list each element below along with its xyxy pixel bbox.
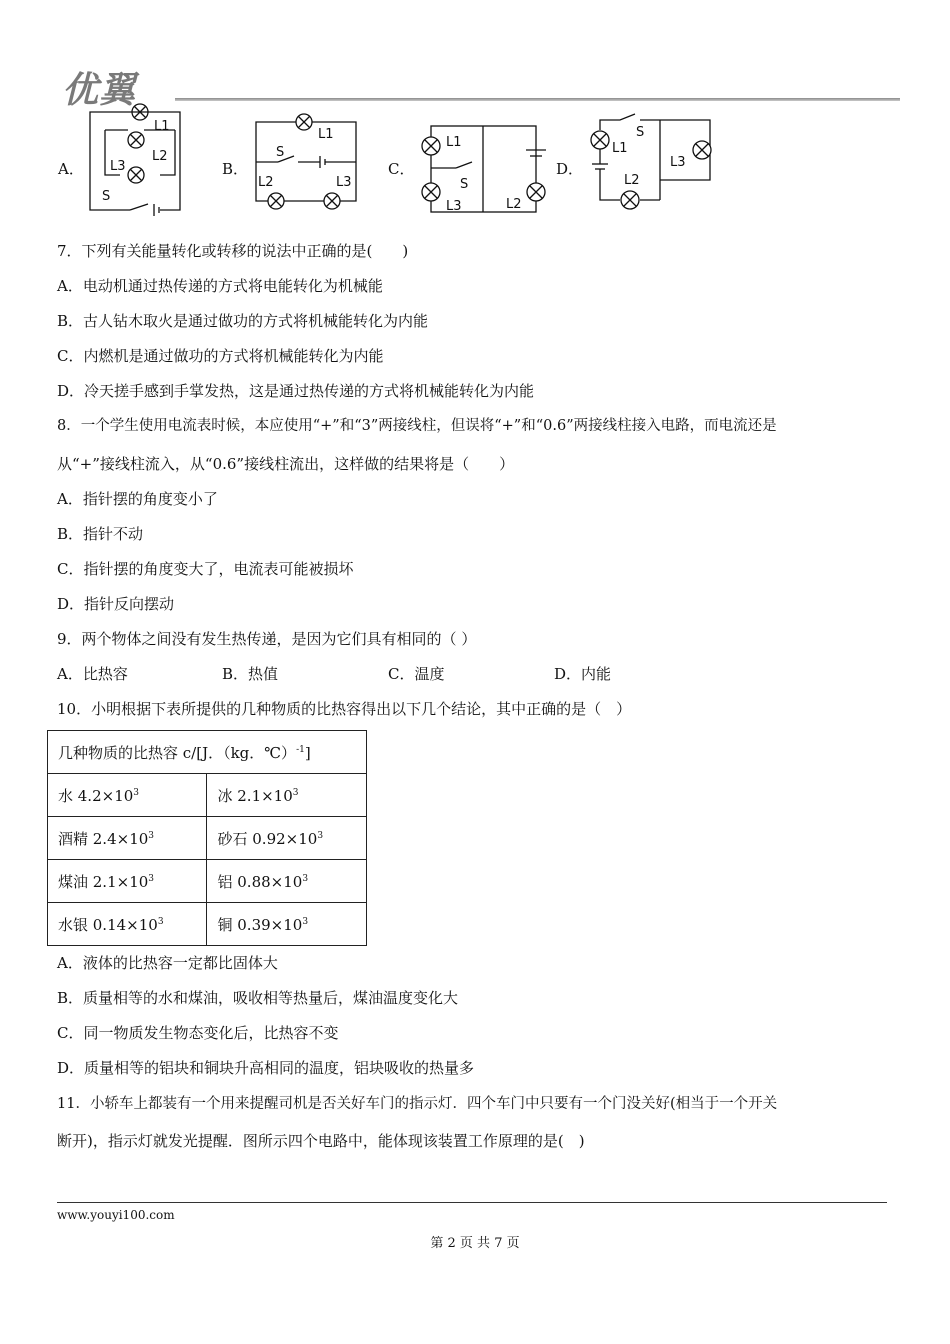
table-cell: 铝 $0.88\times 10^3$ [207, 860, 367, 903]
q9-stem: 9．两个物体之间没有发生热传递，是因为它们具有相同的（ ） [57, 630, 477, 648]
q9-option-c: C．温度 [388, 665, 445, 683]
table-cell: 冰 $2.1\times 10^3$ [207, 774, 367, 817]
circuit-option-b-label: B． [222, 160, 249, 178]
table-caption: 几种物质的比热容 c/[J．（kg．℃）$^{-1}$] [48, 731, 367, 774]
table-row [48, 774, 367, 817]
q11-stem-line1: 11．小轿车上都装有一个用来提醒司机是否关好车门的指示灯．四个车门中只要有一个门没关好(相当于一个开关 [57, 1096, 778, 1112]
a-lamp-l2: L2 [152, 149, 168, 164]
q7-stem: 7．下列有关能量转化或转移的说法中正确的是( ) [57, 242, 409, 260]
table-cell: 酒精 $2.4\times 10^3$ [48, 817, 207, 860]
table-row [48, 860, 367, 903]
circuit-option-d-label: D． [556, 160, 584, 178]
brand-logo: 优翼 [62, 70, 137, 111]
table-cell: 水银 $0.14\times 10^3$ [48, 903, 207, 946]
q10-option-a: A．液体的比热容一定都比固体大 [57, 954, 278, 972]
circuit-option-a-label: A． [58, 160, 84, 178]
d-lamp-l2: L2 [624, 173, 640, 188]
q10-option-d: D．质量相等的铝块和铜块升高相同的温度，铝块吸收的热量多 [57, 1059, 475, 1077]
d-lamp-l3: L3 [670, 155, 686, 170]
q8-option-a: A．指针摆的角度变小了 [57, 490, 218, 508]
a-switch-s: S [102, 189, 111, 204]
b-switch-s: S [276, 145, 285, 160]
b-lamp-l3: L3 [336, 175, 352, 190]
c-switch-s: S [460, 177, 469, 192]
b-lamp-l1: L1 [318, 127, 334, 142]
circuit-diagram-c [416, 118, 556, 218]
circuit-diagram-b [248, 106, 368, 216]
d-switch-s: S [636, 125, 645, 140]
q10-option-c: C．同一物质发生物态变化后，比热容不变 [57, 1024, 339, 1042]
q8-stem-line2: 从“+”接线柱流入，从“0.6”接线柱流出，这样做的结果将是（ ） [57, 455, 515, 473]
page-number: 第 2 页 共 7 页 [430, 1236, 520, 1251]
table-row [48, 817, 367, 860]
b-lamp-l2: L2 [258, 175, 274, 190]
q10-option-b: B．质量相等的水和煤油，吸收相等热量后，煤油温度变化大 [57, 989, 459, 1007]
table-cell: 铜 $0.39\times 10^3$ [207, 903, 367, 946]
a-lamp-l3: L3 [110, 159, 126, 174]
q9-option-d: D．内能 [554, 665, 612, 683]
q8-stem-line1: 8．一个学生使用电流表时候，本应使用“+”和“3”两接线柱，但误将“+”和“0.6”两接线柱接入电路，而电流还是 [57, 418, 777, 434]
q8-option-b: B．指针不动 [57, 525, 144, 543]
header-divider [175, 98, 900, 101]
table-row [48, 903, 367, 946]
q7-option-c: C．内燃机是通过做功的方式将机械能转化为内能 [57, 347, 384, 365]
circuit-diagram-d [580, 104, 720, 218]
table-cell: 水 $4.2\times 10^3$ [48, 774, 207, 817]
q8-option-c: C．指针摆的角度变大了，电流表可能被损坏 [57, 560, 354, 578]
q9-option-a: A．比热容 [57, 665, 128, 683]
footer-divider [57, 1202, 887, 1203]
q8-option-d: D．指针反向摆动 [57, 595, 175, 613]
table-cell: 煤油 $2.1\times 10^3$ [48, 860, 207, 903]
c-lamp-l1: L1 [446, 135, 462, 150]
q11-stem-line2: 断开)，指示灯就发光提醒．图所示四个电路中，能体现该装置工作原理的是( ) [57, 1132, 585, 1150]
q10-stem: 10．小明根据下表所提供的几种物质的比热容得出以下几个结论，其中正确的是（ ） [57, 700, 632, 718]
q7-option-a: A．电动机通过热传递的方式将电能转化为机械能 [57, 277, 383, 295]
footer-url[interactable]: www.youyi100.com [57, 1208, 175, 1222]
q7-option-d: D．冷天搓手感到手掌发热，这是通过热传递的方式将机械能转化为内能 [57, 382, 535, 400]
d-lamp-l1: L1 [612, 141, 628, 156]
circuit-option-c-label: C． [388, 160, 415, 178]
c-lamp-l3: L3 [446, 199, 462, 214]
specific-heat-table [47, 730, 367, 946]
table-cell: 砂石 $0.92\times 10^3$ [207, 817, 367, 860]
circuit-diagram-a [80, 100, 190, 220]
q9-option-b: B．热值 [222, 665, 279, 683]
c-lamp-l2: L2 [506, 197, 522, 212]
a-lamp-l1: L1 [154, 119, 170, 134]
q7-option-b: B．古人钻木取火是通过做功的方式将机械能转化为内能 [57, 312, 429, 330]
